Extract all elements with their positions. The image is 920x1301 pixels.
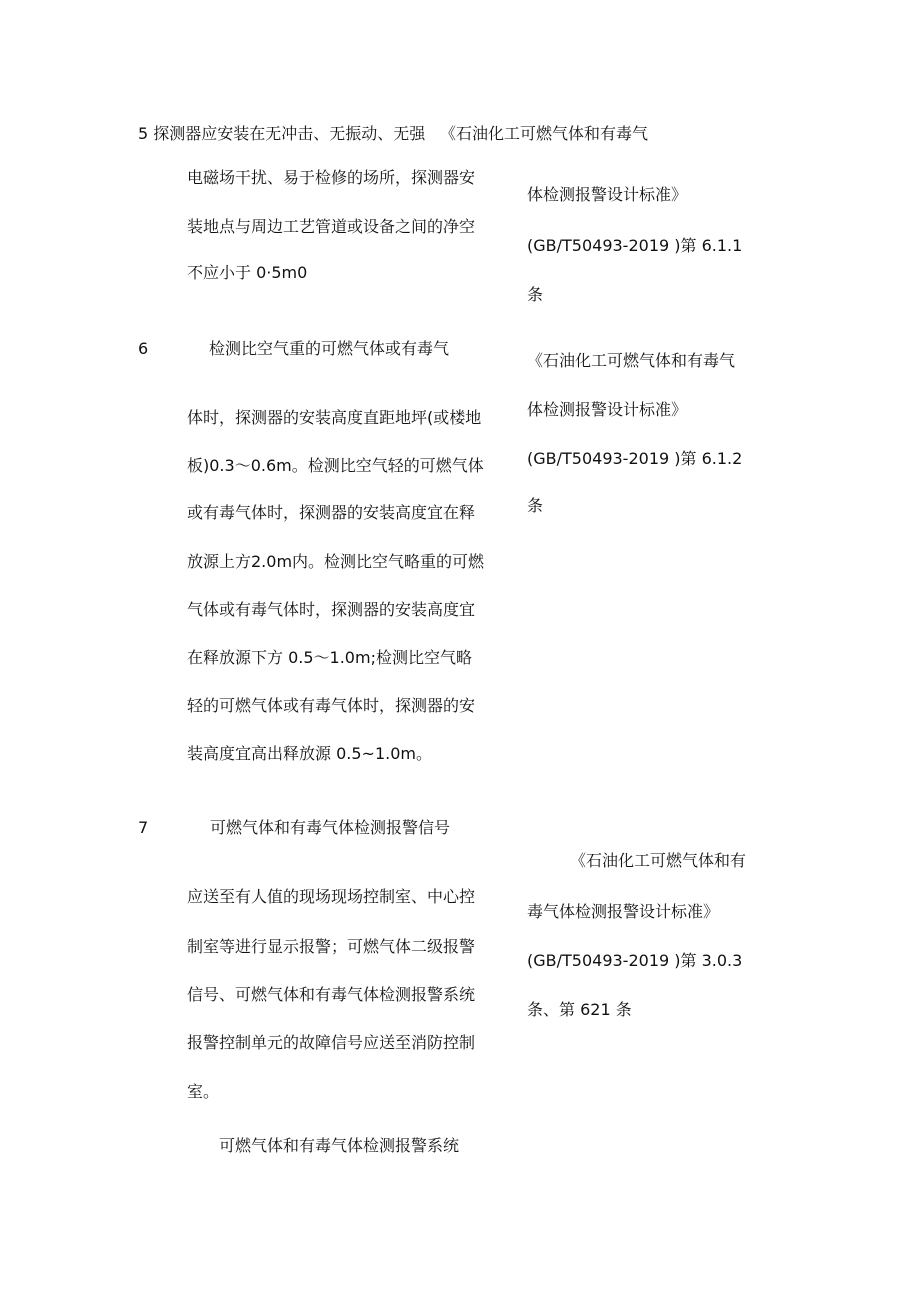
item-7-reference-line: 毒气体检测报警设计标准》 [527, 902, 720, 921]
item-7-heading: 可燃气体和有毒气体检测报警信号 [210, 818, 451, 837]
item-7-reference-line: 《石油化工可燃气体和有 [570, 851, 747, 870]
item-5-reference-line: 体检测报警设计标准》 [527, 185, 688, 204]
item-5-body-line: 装地点与周边工艺管道或设备之间的净空 [187, 217, 476, 236]
item-5-reference-line: (GB/T50493-2019 )第 6.1.1 [527, 236, 743, 255]
item-5-heading: 5 探测器应安装在无冲击、无振动、无强 [138, 124, 426, 143]
item-6-number: 6 [138, 339, 149, 358]
item-6-reference-line: 条 [527, 496, 544, 515]
item-6-reference-line: 体检测报警设计标准》 [527, 400, 688, 419]
item-7-number: 7 [138, 818, 149, 837]
item-6-body-line: 或有毒气体时，探测器的安装高度宜在释 [187, 503, 476, 522]
item-6-reference-line: 《石油化工可燃气体和有毒气 [527, 351, 736, 370]
item-7-reference-line: 条、第 621 条 [527, 1000, 632, 1019]
item-7-body-line: 应送至有人值的现场现场控制室、中心控 [187, 887, 476, 906]
item-7-body-line: 室。 [187, 1082, 220, 1101]
item-6-body-line: 体时，探测器的安装高度直距地坪(或楼地 [187, 408, 482, 427]
item-6-heading: 检测比空气重的可燃气体或有毒气 [209, 339, 450, 358]
item-6-body-line: 轻的可燃气体或有毒气体时，探测器的安 [187, 696, 476, 715]
item-7-body-line: 报警控制单元的故障信号应送至消防控制 [187, 1033, 476, 1052]
item-8-heading: 可燃气体和有毒气体检测报警系统 [219, 1136, 460, 1155]
item-6-body-line: 气体或有毒气体时，探测器的安装高度宜 [187, 600, 476, 619]
item-6-reference-line: (GB/T50493-2019 )第 6.1.2 [527, 449, 743, 468]
item-7-body-line: 信号、可燃气体和有毒气体检测报警系统 [187, 985, 476, 1004]
item-6-body-line: 放源上方2.0m内。检测比空气略重的可燃 [187, 552, 485, 571]
item-6-body-line: 装高度宜高出释放源 0.5~1.0m。 [187, 744, 432, 763]
item-7-body-line: 制室等进行显示报警；可燃气体二级报警 [187, 937, 476, 956]
item-5-reference-line: 条 [527, 285, 544, 304]
item-5-body-line: 电磁场干扰、易于检修的场所，探测器安 [187, 168, 476, 187]
item-5-body-line: 不应小于 0·5m0 [187, 263, 308, 282]
item-7-reference-line: (GB/T50493-2019 )第 3.0.3 [527, 951, 743, 970]
item-6-body-line: 在释放源下方 0.5～1.0m;检测比空气略 [187, 648, 472, 667]
item-6-body-line: 板)0.3～0.6m。检测比空气轻的可燃气体 [187, 456, 484, 475]
item-5-reference-heading: 《石油化工可燃气体和有毒气 [440, 124, 649, 143]
